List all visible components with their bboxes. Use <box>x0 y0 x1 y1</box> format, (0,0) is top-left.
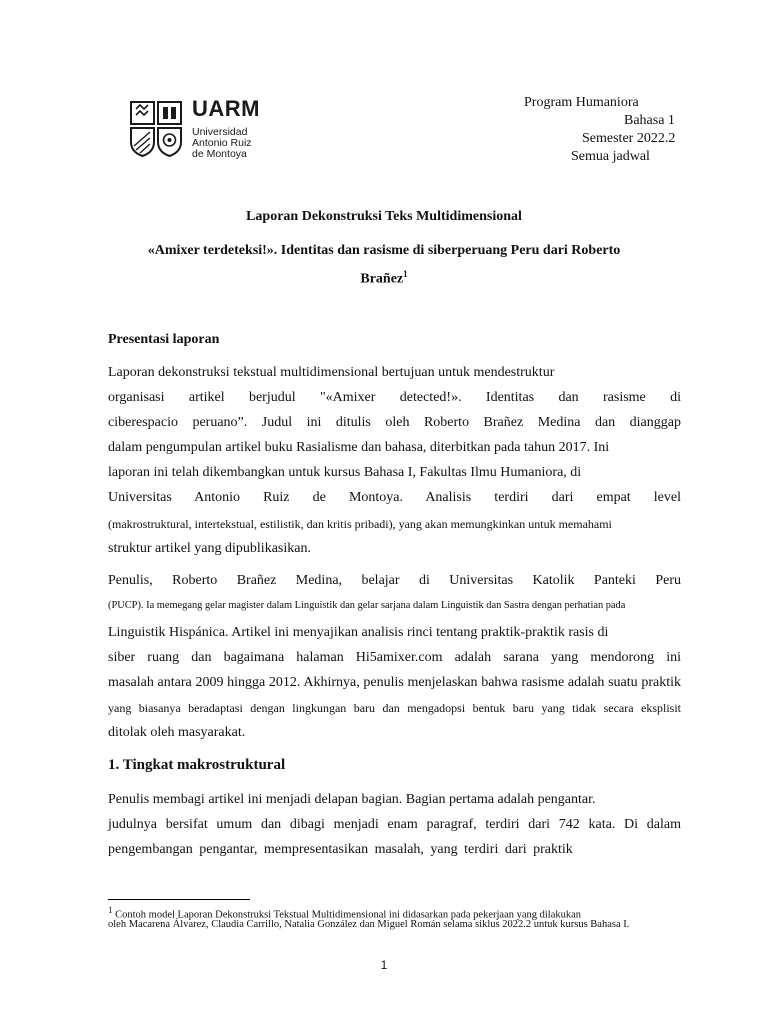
paragraph-line: pengembangan pengantar, mempresentasikan masalah, yang terdiri dari praktik <box>108 842 573 857</box>
header-course: Bahasa 1 <box>624 113 675 128</box>
paragraph-line: (PUCP). Ia memegang gelar magister dalam Linguistik dan gelar sarjana dalam Linguistik dan Sastra dengan perhatian pada <box>108 600 626 611</box>
logo-subtitle-3: de Montoya <box>192 148 247 160</box>
paragraph-line: siber ruang dan bagaimana halaman Hi5amixer.com adalah sarana yang mendorong ini <box>108 650 681 665</box>
logo-wordmark: UARM <box>192 96 260 121</box>
paragraph-line: judulnya bersifat umum dan dibagi menjadi enam paragraf, terdiri dari 742 kata. Di dalam <box>108 817 681 832</box>
logo-subtitle-1: Universidad <box>192 126 248 138</box>
document-subtitle-line1: «Amixer terdeteksi!». Identitas dan rasisme di siberperuang Peru dari Roberto <box>147 243 621 258</box>
logo-subtitle-2: Antonio Ruiz <box>192 137 252 149</box>
footnote-divider <box>108 899 250 900</box>
paragraph-line: organisasi artikel berjudul "«Amixer detected!». Identitas dan rasisme di <box>108 390 681 405</box>
document-title: Laporan Dekonstruksi Teks Multidimensional <box>246 209 522 224</box>
header-semester: Semester 2022.2 <box>582 131 676 146</box>
document-subtitle-line2: Brañez$^1$ <box>360 269 408 287</box>
section-heading-presentasi: Presentasi laporan <box>108 332 220 347</box>
paragraph-line: Penulis membagi artikel ini menjadi delapan bagian. Bagian pertama adalah pengantar. <box>108 792 596 807</box>
paragraph-line: ciberespacio peruano”. Judul ini ditulis oleh Roberto Brañez Medina dan dianggap <box>108 415 681 430</box>
page-number: 1 <box>380 958 388 972</box>
paragraph-line: ditolak oleh masyarakat. <box>108 725 246 740</box>
section-heading-makrostruktural: 1. Tingkat makrostruktural <box>108 757 286 773</box>
paragraph-line: yang biasanya beradaptasi dengan lingkungan baru dan mengadopsi bentuk baru yang tidak secara eksplisit <box>108 701 681 715</box>
paragraph-line: struktur artikel yang dipublikasikan. <box>108 541 311 556</box>
paragraph-line: Linguistik Hispánica. Artikel ini menyajikan analisis rinci tentang praktik-praktik rasis di <box>108 625 609 640</box>
paragraph-line: Universitas Antonio Ruiz de Montoya. Analisis terdiri dari empat level <box>108 490 681 505</box>
paragraph-line: Laporan dekonstruksi tekstual multidimensional bertujuan untuk mendestruktur <box>108 365 555 380</box>
paragraph-line: Penulis, Roberto Brañez Medina, belajar di Universitas Katolik Panteki Peru <box>108 573 681 588</box>
paragraph-line: (makrostruktural, intertekstual, estilistik, dan kritis pribadi), yang akan memungkinkan untuk memahami <box>108 517 612 531</box>
footnote-reference[interactable]: 1 <box>403 269 408 279</box>
footnote-line1: $^1$ Contoh model Laporan Dekonstruksi Tekstual Multidimensional ini didasarkan pada pekerjaan yang dilakukan <box>108 905 582 921</box>
footnote-line2: oleh Macarena Álvarez, Claudia Carrillo, Natalia González dan Miguel Román selama siklus 2022.2 untuk kursus Bahasa I. <box>108 919 630 930</box>
university-logo <box>130 96 265 162</box>
crest-icon <box>130 100 184 158</box>
paragraph-line: dalam pengumpulan artikel buku Rasialisme dan bahasa, diterbitkan pada tahun 2017. Ini <box>108 440 610 455</box>
paragraph-line: laporan ini telah dikembangkan untuk kursus Bahasa I, Fakultas Ilmu Humaniora, di <box>108 465 582 480</box>
header-schedule: Semua jadwal <box>571 149 650 164</box>
header-program: Program Humaniora <box>524 95 639 110</box>
paragraph-line: masalah antara 2009 hingga 2012. Akhirnya, penulis menjelaskan bahwa rasisme adalah suatu praktik <box>108 675 681 690</box>
